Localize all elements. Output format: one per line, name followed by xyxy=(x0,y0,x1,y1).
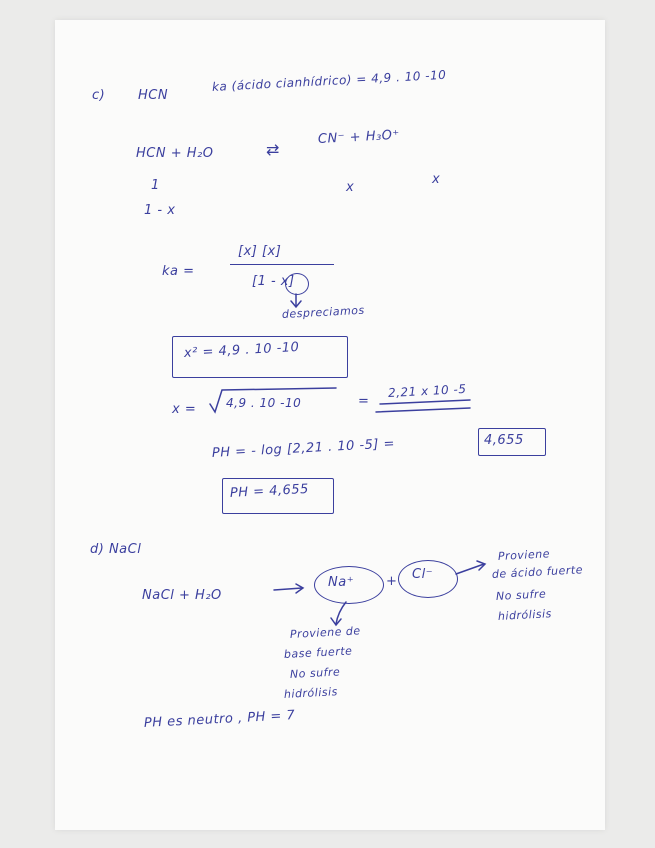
sqrt-content: 4,9 . 10 -10 xyxy=(226,396,302,410)
equilibrium-hcn: 1 - x xyxy=(144,203,176,218)
sqrt-result: 2,21 x 10 -5 xyxy=(387,381,467,400)
cation-note-4: hidrólisis xyxy=(283,685,339,701)
initial-concentration: 1 xyxy=(151,178,160,193)
sqrt-equals: = xyxy=(358,394,370,409)
x-h3o: x xyxy=(432,172,441,187)
cation-note-3: No sufre xyxy=(289,665,341,681)
anion-note-4: hidrólisis xyxy=(497,607,553,623)
sqrt-sign xyxy=(210,388,336,412)
equilibrium-arrow: ⇄ xyxy=(266,140,280,159)
ka-symbol: ka = xyxy=(162,264,195,279)
ph-final: PH = 4,655 xyxy=(229,481,310,501)
result-underline-2 xyxy=(376,408,470,412)
cation: Na⁺ xyxy=(328,575,355,590)
part-c-label: c) xyxy=(92,88,106,103)
cation-note-arrow xyxy=(336,602,346,624)
ka-denominator: [1 - x] xyxy=(252,274,295,289)
dissociation-arrow xyxy=(274,588,302,590)
boxed-equation: x² = 4,9 . 10 -10 xyxy=(183,339,300,361)
part-c-compound: HCN xyxy=(138,88,169,103)
x-label: x = xyxy=(172,402,197,417)
ph-value-box: 4,655 xyxy=(484,433,524,448)
nacl-reaction: NaCl + H₂O xyxy=(142,588,222,603)
reaction-lhs: HCN + H₂O xyxy=(136,146,214,161)
reaction-rhs: CN⁻ + H₃O⁺ xyxy=(317,127,401,147)
anion-note-3: No sufre xyxy=(495,587,547,603)
anion-note-2: de ácido fuerte xyxy=(491,563,584,581)
anion-note-1: Proviene xyxy=(497,547,551,563)
part-d-label: d) NaCl xyxy=(90,542,142,557)
result-underline-1 xyxy=(380,400,470,404)
cation-note-2: base fuerte xyxy=(283,644,353,661)
neglect-note: despreciamos xyxy=(281,303,366,321)
ka-definition: ka (ácido cianhídrico) = 4,9 . 10 -10 xyxy=(211,67,447,94)
anion: Cl⁻ xyxy=(412,567,434,582)
x-cn: x xyxy=(346,180,355,195)
cation-note-1: Proviene de xyxy=(289,624,361,641)
ion-plus: + xyxy=(386,574,398,589)
ka-numerator: [x] [x] xyxy=(238,244,282,259)
ph-conclusion: PH es neutro , PH = 7 xyxy=(143,708,296,731)
ph-calculation: PH = - log [2,21 . 10 -5] = xyxy=(211,436,396,461)
